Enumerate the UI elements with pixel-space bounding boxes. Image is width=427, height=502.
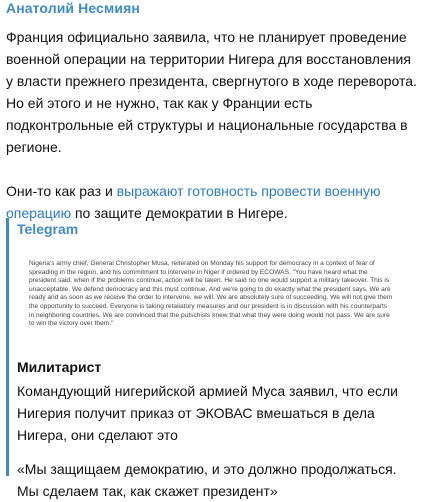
forwarded-image[interactable] [17, 250, 415, 350]
forward-source[interactable]: Telegram [17, 221, 79, 237]
image-text: Nigeria's army chief, General Christopher Musa, reiterated on Monday his support for democracy in a context of fear of spreading in the region, and his commitment to intervene in Niger if ordered by ECOWAS. "You have heard what the president said, when if the problems continue, action will be taken. He said no one would support a military takeover. This is unacceptable. We defend democracy and this must continue. And we're going to do exactly what the president says. We are ready and as soon as we receive the order to intervene, we will. We are absolutely sure of succeeding. We will not give them the opportunity to succeed. Everyone is taking retaliatory measures and our president is in discussion with his counterparts in neighboring countries. We are convinced that the putschists knew that what they were doing would not pass. We are sure to win the victory over them." [29, 260, 393, 328]
forwarded-message [6, 218, 427, 499]
forward-paragraph: «Мы защищаем демократию, и это должно продолжаться. Мы сделаем так, как скажет президент» [17, 461, 397, 499]
paragraph-text: Они-то как раз и [6, 183, 117, 199]
inline-link[interactable]: выражают готовность провести военную операцию [6, 183, 381, 221]
post-author[interactable]: Анатолий Несмиян [6, 0, 140, 16]
paragraph-text: по защите демократии в Нигере. [71, 205, 288, 221]
post-paragraph: Франция официально заявила, что не планирует проведение военной операции на территории Нигера для восстановления у власти прежнего президента, свергнутого в ходе переворота. Но ей этого и не нужно, так как у Франции есть подконтрольные ей структуры и национальные государства в регионе. [6, 29, 417, 155]
forward-title: Милитарист [17, 359, 102, 375]
post-body [6, 26, 421, 224]
forward-body [17, 380, 422, 502]
forward-paragraph: Командующий нигерийской армией Муса заявил, что если Нигерия получит приказ от ЭКОВАС вмешаться в дела Нигера, они сделают это [17, 383, 398, 443]
